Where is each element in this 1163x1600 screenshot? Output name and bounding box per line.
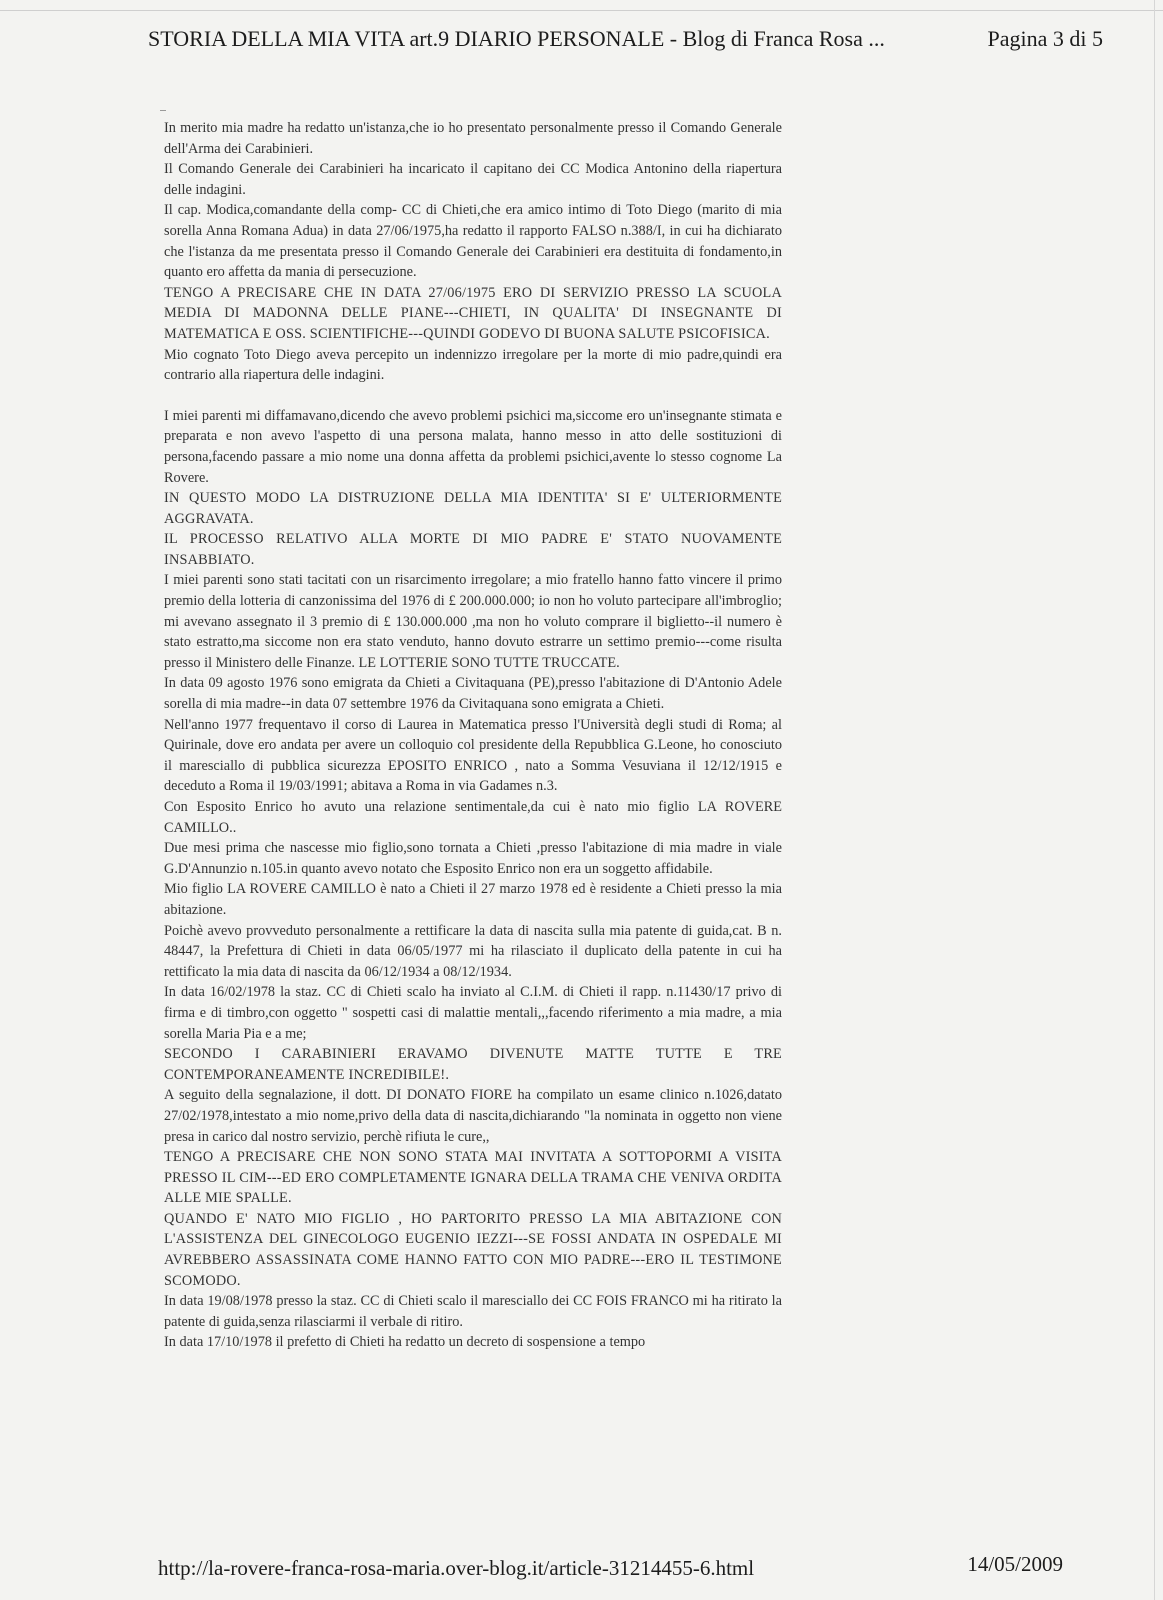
paragraph: QUANDO E' NATO MIO FIGLIO , HO PARTORITO PRESSO LA MIA ABITAZIONE CON L'ASSISTENZA DEL GINECOLOGO EUGENIO IEZZI---SE FOSSI ANDATA IN OSPEDALE MI AVREBBERO ASSASSINATA COME HANNO FATTO CON MIO PADRE---ERO IL TESTIMONE SCOMODO. — [164, 1210, 782, 1289]
document-body — [164, 118, 782, 1353]
paragraph: Nell'anno 1977 frequentavo il corso di Laurea in Matematica presso l'Università degli studi di Roma; al Quirinale, dove ero andata per avere un colloquio col presidente della Repubblica G.Leone, ho conosciuto il maresciallo di pubblica sicurezza EPOSITO ENRICO , nato a Somma Vesuviana il 12/12/1915 e deceduto a Roma il 19/03/1991; abitava a Roma in via Gadames n.3. — [164, 716, 782, 795]
scan-speck — [160, 110, 166, 111]
paragraph: IL PROCESSO RELATIVO ALLA MORTE DI MIO PADRE E' STATO NUOVAMENTE INSABBIATO. — [164, 531, 782, 568]
page-title: STORIA DELLA MIA VITA art.9 DIARIO PERSONALE - Blog di Franca Rosa ... — [148, 26, 885, 51]
paragraph: SECONDO I CARABINIERI ERAVAMO DIVENUTE MATTE TUTTE E TRE CONTEMPORANEAMENTE INCREDIBILE!. — [164, 1046, 782, 1083]
page-header — [148, 26, 1103, 56]
paragraph: TENGO A PRECISARE CHE NON SONO STATA MAI INVITATA A SOTTOPORMI A VISITA PRESSO IL CIM---ED ERO COMPLETAMENTE IGNARA DELLA TRAMA CHE VENIVA ORDITA ALLE MIE SPALLE. — [164, 1149, 782, 1207]
scan-edge-top — [0, 10, 1163, 11]
paragraph: Il cap. Modica,comandante della comp- CC di Chieti,che era amico intimo di Toto Diego (marito di mia sorella Anna Romana Adua) in data 27/06/1975,ha redatto il rapporto FALSO n.388/I, in cui ha dichiarato che l'istanza da me presentata presso il Comando Generale dei Carabinieri era destituita di fondamento,in quanto ero affetta da mania di persecuzione. — [164, 202, 782, 281]
paragraph: In data 19/08/1978 presso la staz. CC di Chieti scalo il maresciallo dei CC FOIS FRANCO mi ha ritirato la patente di guida,senza rilasciarmi il verbale di ritiro. — [164, 1293, 782, 1330]
paragraph: In data 17/10/1978 il prefetto di Chieti ha redatto un decreto di sospensione a tempo — [164, 1334, 646, 1351]
paragraph: I miei parenti mi diffamavano,dicendo che avevo problemi psichici ma,siccome ero un'insegnante stimata e preparata e non avevo l'aspetto di una persona malata, hanno messo in atto delle sostituzioni di persona,facendo passare a mio nome una donna affetta da problemi psichici,avente lo stesso cognome La Rovere. — [164, 407, 782, 486]
paragraph: In merito mia madre ha redatto un'istanza,che io ho presentato personalmente presso il Comando Generale dell'Arma dei Carabinieri. — [164, 120, 782, 157]
paragraph: In data 09 agosto 1976 sono emigrata da Chieti a Civitaquana (PE),presso l'abitazione di D'Antonio Adele sorella di mia madre--in data 07 settembre 1976 da Civitaquana sono emigrata a Chieti. — [164, 675, 782, 713]
paragraph: Due mesi prima che nascesse mio figlio,sono tornata a Chieti ,presso l'abitazione di mia madre in viale G.D'Annunzio n.105.in quanto avevo notato che Esposito Enrico non era un soggetto affidabile. — [164, 840, 782, 877]
page-number: Pagina 3 di 5 — [987, 26, 1103, 51]
paragraph: Il Comando Generale dei Carabinieri ha incaricato il capitano dei CC Modica Antonino della riapertura delle indagini. — [164, 161, 782, 198]
paragraph: In data 16/02/1978 la staz. CC di Chieti scalo ha inviato al C.I.M. di Chieti il rapp. n.11430/17 privo di firma e di timbro,con oggetto " sospetti casi di malattie mentali,,,facendo riferimento a mia madre, a mia sorella Maria Pia e a me; — [164, 984, 782, 1042]
paragraph: Mio cognato Toto Diego aveva percepito un indennizzo irregolare per la morte di mio padre,quindi era contrario alla riapertura delle indagini. — [164, 346, 782, 384]
scan-edge-right — [1154, 0, 1155, 1600]
paragraph: TENGO A PRECISARE CHE IN DATA 27/06/1975 ERO DI SERVIZIO PRESSO LA SCUOLA MEDIA DI MADONNA DELLE PIANE---CHIETI, IN QUALITA' DI INSEGNANTE DI MATEMATICA E OSS. SCIENTIFICHE---QUINDI GODEVO DI BUONA SALUTE PSICOFISICA. — [164, 284, 782, 342]
paragraph: Con Esposito Enrico ho avuto una relazione sentimentale,da cui è nato mio figlio LA ROVERE CAMILLO.. — [164, 799, 782, 836]
print-date: 14/05/2009 — [967, 1552, 1063, 1576]
source-url: http://la-rovere-franca-rosa-maria.over-blog.it/article-31214455-6.html — [158, 1556, 755, 1580]
paragraph: A seguito della segnalazione, il dott. DI DONATO FIORE ha compilato un esame clinico n.1026,datato 27/02/1978,intestato a mio nome,privo della data di nascita,dichiarando "la nominata in oggetto non viene presa in carico dal nostro servizio, perchè rifiuta le cure,, — [164, 1087, 782, 1145]
paragraph: I miei parenti sono stati tacitati con un risarcimento irregolare; a mio fratello hanno fatto vincere il primo premio della lotteria di canzonissima del 1976 di £ 200.000.000; io non ho voluto partecipare all'imbroglio; mi avevano assegnato il 3 premio di £ 130.000.000 ,ma non ho voluto comprare il biglietto--il numero è stato estratto,ma siccome non era stato venduto, hanno dovuto estrarre un settimo premio---come risulta presso il Ministero delle Finanze. LE LOTTERIE SONO TUTTE TRUCCATE. — [164, 572, 782, 671]
paragraph: IN QUESTO MODO LA DISTRUZIONE DELLA MIA IDENTITA' SI E' ULTERIORMENTE AGGRAVATA. — [164, 490, 782, 527]
paragraph: Poichè avevo provveduto personalmente a rettificare la data di nascita sulla mia patente di guida,cat. B n. 48447, la Prefettura di Chieti in data 06/05/1977 mi ha rilasciato il duplicato della patente in cui ha rettificato la mia data di nascita da 06/12/1934 a 08/12/1934. — [164, 922, 782, 980]
paragraph: Mio figlio LA ROVERE CAMILLO è nato a Chieti il 27 marzo 1978 ed è residente a Chieti presso la mia abitazione. — [164, 881, 782, 918]
page-footer — [158, 1552, 1103, 1586]
